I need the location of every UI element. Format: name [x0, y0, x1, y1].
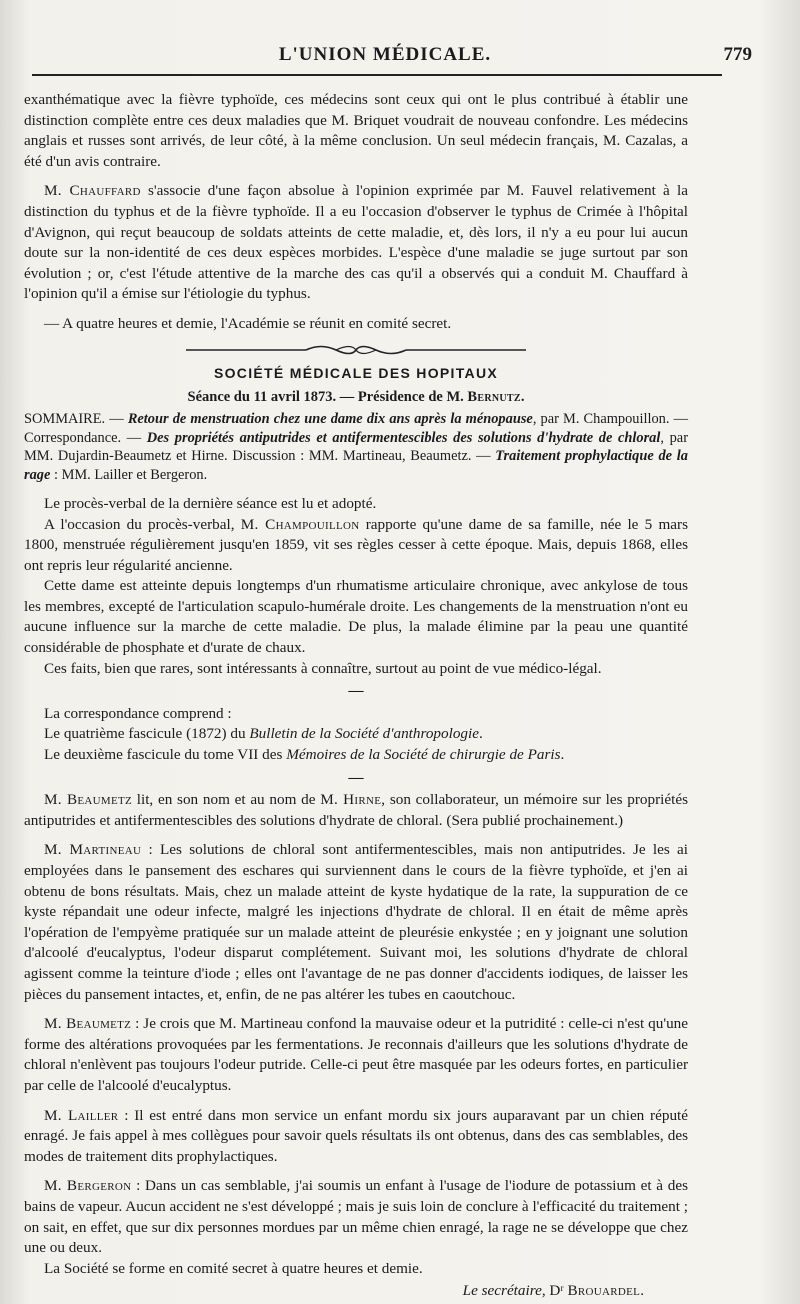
proces-verbal-paragraph: Le procès-verbal de la dernière séance est lu et adopté. — [44, 494, 377, 512]
speaker-name: M. Champouillon — [240, 515, 360, 533]
speaker-name: M. Beaumetz — [44, 1015, 132, 1033]
item-text: Le quatrième fascicule (1872) du — [44, 725, 250, 743]
paragraph-text: lit, en son nom et au nom de — [132, 791, 321, 809]
beaumetz-paragraph-1 — [24, 790, 688, 831]
item-end: . — [478, 725, 483, 743]
sommaire-sep: : MM. Lailler et Bergeron. — [50, 467, 208, 484]
beaumetz-paragraph-2 — [24, 1014, 688, 1096]
sommaire-label: SOMMAIRE. — [24, 410, 106, 427]
separator-dash: — — [348, 768, 364, 786]
section-divider-ornament — [186, 343, 526, 357]
article-body — [24, 90, 688, 1302]
correspondance-item-1 — [24, 724, 688, 745]
remarks-paragraph: Ces faits, bien que rares, sont intéressants à connaître, surtout au point de vue médico-légal. — [44, 659, 602, 677]
separator-dash: — — [348, 682, 364, 700]
paragraph-text: : Je crois que M. Martineau confond la mauvaise odeur et la putridité : celle-ci n'est qu'une forme des altérations provoquées par les fermentations. Je reconnais d'ailleurs que les solutions d'hydrate de chloral n'enlèvent pas toujours l'odeur putride. Celle-ci peut être masquée par les odeurs fortes, en particulier par celle de l'alcoolé d'eucalyptus. — [24, 1015, 689, 1094]
lailler-paragraph — [24, 1106, 688, 1168]
champouillon-paragraph — [24, 515, 688, 577]
seance-text: Séance du 11 avril 1873. — Présidence de M. — [187, 389, 468, 406]
paragraph-text: : Dans un cas semblable, j'ai soumis un enfant à l'usage de l'iodure de potassium et à des bains de vapeur. Aucun accident ne s'est développé ; mais je suis loin de conclure à l'efficacité du traitement ; on sait, en effet, que sur dix personnes mordues par un même chien enragé, la rage ne se développe que chez une ou deux. — [24, 1177, 688, 1257]
speaker-name: M. Beaumetz — [44, 791, 133, 809]
item-end: . — [560, 746, 565, 764]
paragraph-text: s'associe d'une façon absolue à l'opinion exprimée par M. Fauvel relativement à la distinction du typhus et de la fièvre typhoïde. Il a eu l'occasion d'observer le typhus de Crimée à l'hôpital d'Avignon, qui reçut beaucoup de soldats atteints de cette maladie, et, dès lors, il n'y a eu pour lui aucun doute sur la non-identité de ces deux espèces morbides. L'espèce d'une maladie se juge surtout par son évolution ; or, c'est l'étude attentive de la marche des cas qu'il a observés qui a conduit M. Chauffard à l'opinion qu'il a émise sur l'étiologie du typhus. — [24, 182, 688, 303]
sommaire-topic-3: Traitement prophylactique de la rage — [24, 448, 688, 484]
paragraph-text: : Il est entré dans mon service un enfant mordu six jours auparavant par un chien réputé enragé. Je fais appel à mes collègues pour savoir quels résultats ils ont obtenus, dans des cas semblables, des modes de traitement dits prophylactiques. — [24, 1106, 688, 1165]
sommaire-topic-1: Retour de menstruation chez une dame dix ans après la ménopause — [127, 410, 533, 427]
intro-paragraph-1: exanthématique avec la fièvre typhoïde, ces médecins sont ceux qui ont le plus contribué à établir une distinction complète entre ces deux maladies que M. Briquet voudrait de nouveau confondre. Les médecins anglais et russes sont arrivés, de leur côté, à la même conclusion. Un seul médecin français, M. Cazalas, a été d'un avis contraire. — [24, 91, 688, 170]
speaker-name: M. Lailler — [44, 1106, 119, 1124]
page-number: 779 — [723, 44, 752, 65]
section-title: SOCIÉTÉ MÉDICALE DES HOPITAUX — [213, 364, 499, 381]
signature-name: Brouardel — [567, 1282, 641, 1300]
speaker-name: M. Chauffard — [44, 182, 141, 200]
martineau-paragraph — [24, 840, 688, 1005]
correspondance-item-2 — [24, 745, 688, 766]
seance-line — [24, 387, 688, 408]
closing-paragraph: La Société se forme en comité secret à quatre heures et demie. — [44, 1259, 423, 1277]
bergeron-paragraph — [24, 1176, 688, 1258]
paragraph-text: rapporte qu'une dame de sa famille, née le 5 mars 1800, menstruée régulièrement jusqu'en 1859, vit ses règles cesser à cette époque. Mais, depuis 1868, elles ont repris leur régularité ancienne. — [24, 515, 688, 574]
sommaire — [24, 410, 688, 485]
speaker-name: M. Martineau — [44, 841, 142, 859]
sommaire-sep: — — [105, 410, 128, 427]
sommaire-sep: , par MM. Dujardin-Beaumetz et Hirne. Discussion : MM. Martineau, Beaumetz. — — [24, 429, 688, 465]
paragraph-text: A l'occasion du procès-verbal, — [44, 515, 241, 533]
signature-sep: , Dʳ — [541, 1282, 568, 1300]
header-rule — [32, 74, 722, 76]
president-name: Bernutz — [467, 389, 521, 406]
running-header — [30, 44, 752, 70]
case-paragraph: Cette dame est atteinte depuis longtemps d'un rhumatisme articulaire chronique, avec ankylose de tous les membres, excepté de l'articulation scapulo-humérale droite. Les changements de la menstruation n'ont eu aucune influence sur la marche de cette maladie. De plus, la malade élimine par la peau une quantité considérable de phosphate et d'urate de chaux. — [24, 577, 688, 657]
sommaire-sep: , par M. Champouillon. — Correspondance. — — [24, 410, 688, 446]
sommaire-topic-2: Des propriétés antiputrides et antifermentescibles des solutions d'hydrate de chloral — [146, 429, 661, 446]
signature-end: . — [640, 1282, 644, 1300]
paragraph-text: , son collaborateur, un mémoire sur les propriétés antiputrides et antifermentescibles des solutions d'hydrate de chloral. (Sera publié prochainement.) — [24, 791, 688, 829]
speaker-name: M. Hirne — [320, 791, 382, 809]
intro-paragraph-chauffard — [24, 181, 688, 305]
intro-paragraph-closing: — A quatre heures et demie, l'Académie se réunit en comité secret. — [44, 314, 452, 332]
publication-title: Bulletin de la Société d'anthropologie — [249, 725, 479, 743]
item-text: Le deuxième fascicule du tome VII des — [44, 746, 287, 764]
paragraph-text: : Les solutions de chloral sont antifermentescibles, mais non antiputrides. Je les ai employées dans le pansement des eschares qui surviennent dans le cours de la fièvre typhoïde, et j'en ai obtenu de bons résultats. Mais, chez un malade atteint de kyste hydatique de la rate, la suppuration de ce kyste répandait une odeur infecte, malgré les injections d'hydrate de chloral. Il en était de même après l'opération de l'empyème pratiquée sur un malade atteint de pleurésie enkystée ; en y joignant une solution d'alcoolé d'eucalyptus, l'odeur disparut complétement. Suivant moi, les solutions d'hydrate de chloral agissent comme la teinture d'iode ; elles ont l'avantage de ne pas donner d'accidents iodiques, de laisser les pièces du pansement intactes, et, enfin, de ne pas altérer les tubes en caoutchouc. — [24, 841, 689, 1003]
journal-title: L'UNION MÉDICALE. — [278, 44, 492, 65]
signature-role: Le secrétaire — [462, 1282, 542, 1300]
signature — [24, 1281, 688, 1302]
seance-end: . — [520, 389, 525, 406]
correspondance-intro: La correspondance comprend : — [44, 704, 232, 722]
publication-title: Mémoires de la Société de chirurgie de Paris — [286, 746, 561, 764]
speaker-name: M. Bergeron — [44, 1177, 132, 1195]
